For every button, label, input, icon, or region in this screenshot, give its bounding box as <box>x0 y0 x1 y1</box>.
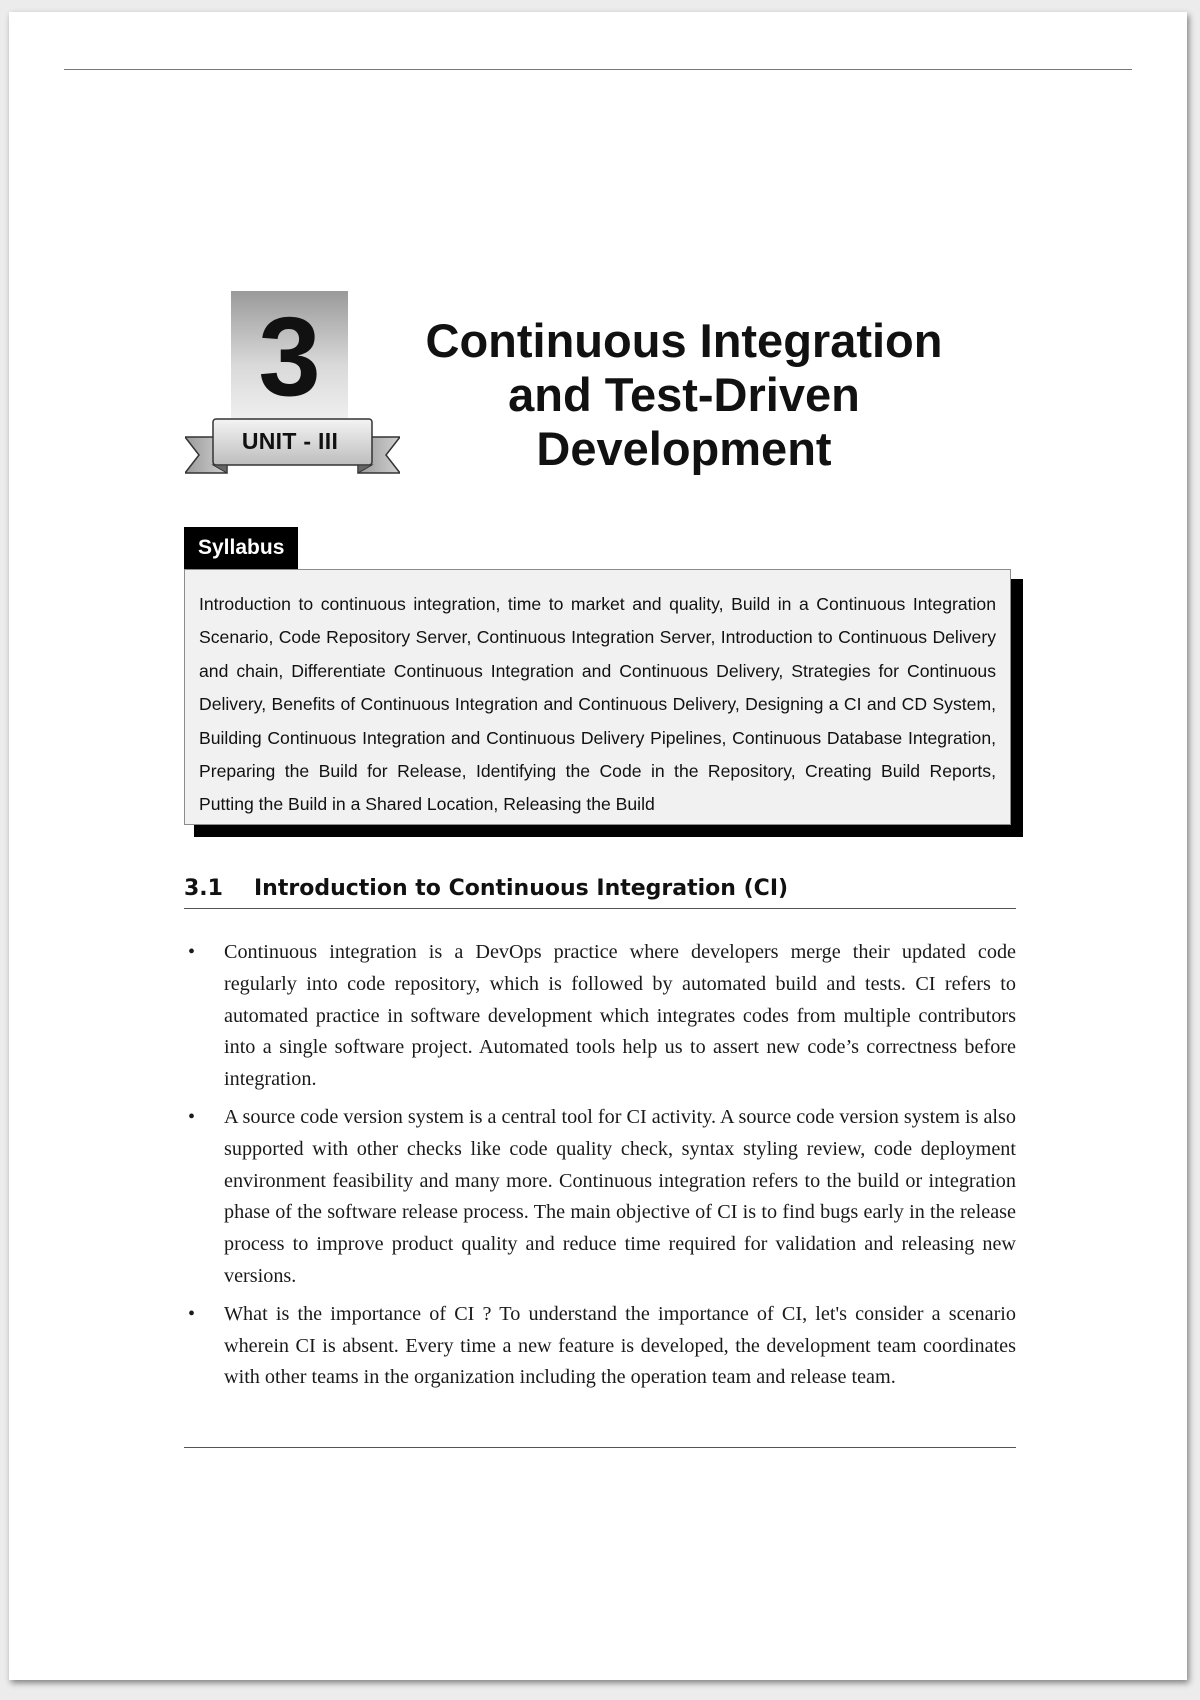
footer-rule <box>184 1447 1016 1448</box>
section-heading <box>184 876 1016 901</box>
unit-label: UNIT - III <box>241 428 339 454</box>
syllabus-label: Syllabus <box>184 527 298 569</box>
bullet-text: What is the importance of CI ? To understand the importance of CI, let's consider a scenario wherein CI is absent. Every time a new feature is developed, the development team coordinates with other teams in the organization including the operation team and release team. <box>224 1302 1016 1389</box>
chapter-number: 3 <box>258 294 321 419</box>
list-item <box>184 1299 1016 1394</box>
document-page <box>9 12 1187 1680</box>
bullet-icon: • <box>188 1302 196 1325</box>
syllabus-box <box>184 569 1011 825</box>
list-item <box>184 937 1016 1096</box>
chapter-title-line-2: and Test-Driven <box>508 368 860 421</box>
bullet-icon: • <box>188 1105 196 1128</box>
chapter-title <box>379 314 989 476</box>
section-number: 3.1 <box>184 876 223 901</box>
bullet-icon: • <box>188 941 196 963</box>
section-title: Introduction to Continuous Integration (CI) <box>254 876 789 901</box>
bullet-text: A source code version system is a central tool for CI activity. A source code version system is also supported with other checks like code quality check, syntax styling review, code deployment environment feasibility and many more. Continuous integration refers to the build or integration phase of the software release process. The main objective of CI is to find bugs early in the release process to improve product quality and reduce time required for validation and releasing new versions. <box>224 1105 1016 1287</box>
bullet-list <box>184 937 1016 1400</box>
header-rule <box>64 69 1132 70</box>
chapter-title-line-1: Continuous Integration <box>425 314 943 367</box>
chapter-badge <box>185 291 400 483</box>
list-item <box>184 1102 1016 1293</box>
chapter-title-line-3: Development <box>536 422 832 475</box>
syllabus-text: Introduction to continuous integration, time to market and quality, Build in a Continuous Integration Scenario, Code Repository Server, Continuous Integration Server, Introduction to Continuous Delivery and chain, Differentiate Continuous Integration and Continuous Delivery, Strategies for Continuous Delivery, Benefits of Continuous Integration and Continuous Delivery, Designing a CI and CD System, Building Continuous Integration and Continuous Delivery Pipelines, Continuous Database Integration, Preparing the Build for Release, Identifying the Code in the Repository, Creating Build Reports, Putting the Build in a Shared Location, Releasing the Build <box>199 594 996 815</box>
bullet-text: Continuous integration is a DevOps practice where developers merge their updated code regularly into code repository, which is followed by automated build and tests. CI refers to automated practice in software development which integrates codes from multiple contributors into a single software project. Automated tools help us to assert new code’s correctness before integration. <box>224 941 1016 1091</box>
section-rule <box>184 908 1016 909</box>
